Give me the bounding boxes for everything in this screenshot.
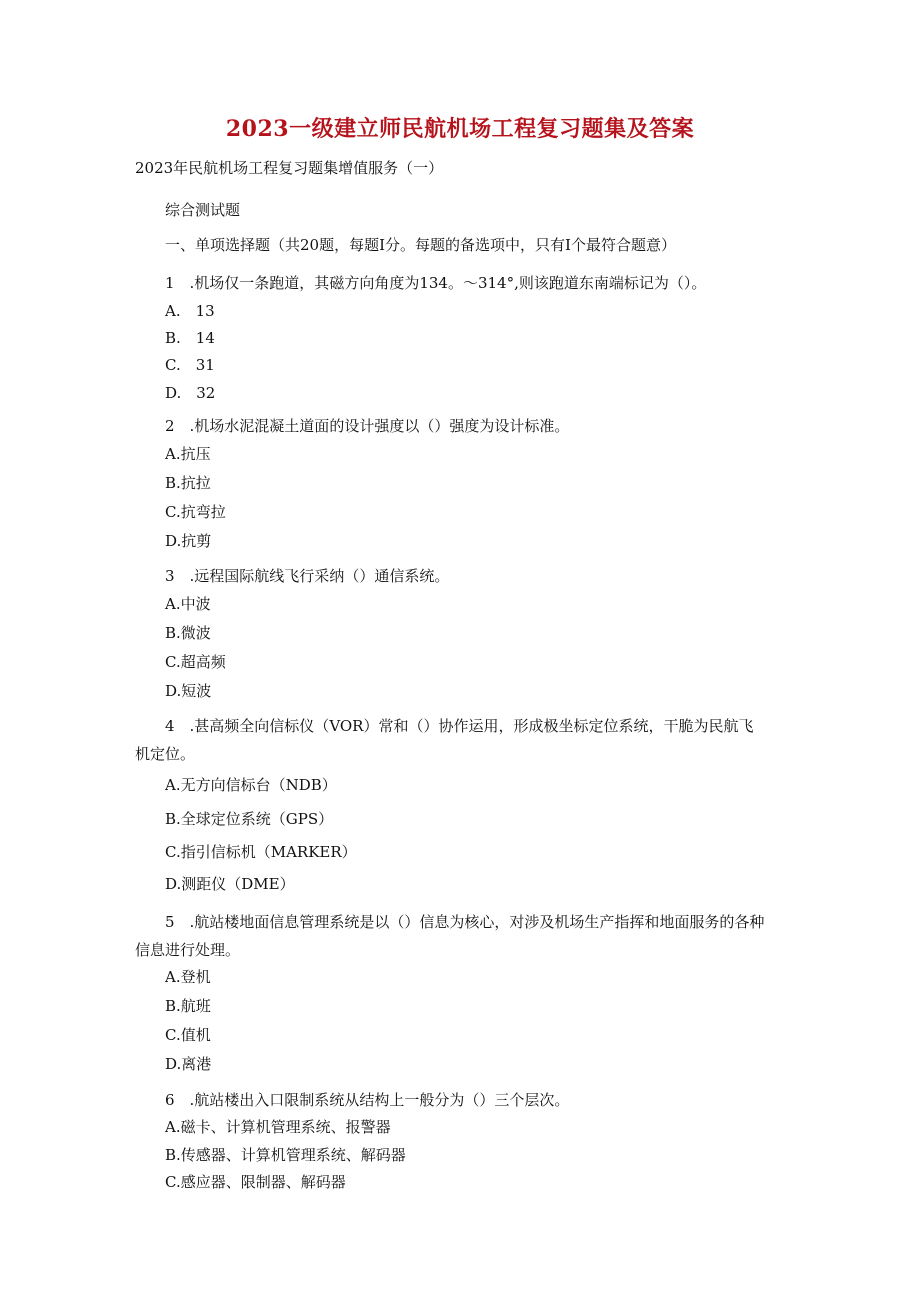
question-stem: 5 .航站楼地面信息管理系统是以（）信息为核心，对涉及机场生产指挥和地面服务的各种 bbox=[165, 913, 765, 931]
question-option: A.抗压 bbox=[165, 445, 211, 463]
question-option: A.登机 bbox=[165, 968, 211, 986]
question-stem: 2 .机场水泥混凝土道面的设计强度以（）强度为设计标准。 bbox=[165, 417, 570, 435]
question-option: C.超高频 bbox=[165, 653, 226, 671]
document-subtitle: 2023年民航机场工程复习题集增值服务（一） bbox=[135, 159, 444, 177]
question-option: D.短波 bbox=[165, 682, 212, 700]
question-option: B.传感器、计算机管理系统、解码器 bbox=[165, 1146, 406, 1164]
question-stem: 6 .航站楼出入口限制系统从结构上一般分为（）三个层次。 bbox=[165, 1091, 570, 1109]
question-option: C. 31 bbox=[165, 356, 215, 374]
question-option: B.微波 bbox=[165, 624, 211, 642]
question-option: B.航班 bbox=[165, 997, 211, 1015]
part-heading: 一、单项选择题（共20题，每题I分。每题的备选项中，只有I个最符合题意） bbox=[165, 236, 676, 254]
question-option: D. 32 bbox=[165, 384, 216, 402]
question-option: A.无方向信标台（NDB） bbox=[165, 776, 337, 794]
question-stem: 3 .远程国际航线飞行采纳（）通信系统。 bbox=[165, 567, 450, 585]
question-option: D.抗剪 bbox=[165, 532, 212, 550]
section-heading: 综合测试题 bbox=[165, 201, 241, 219]
question-option: D.测距仪（DME） bbox=[165, 875, 295, 893]
question-option: A. 13 bbox=[165, 302, 215, 320]
question-option: C.指引信标机（MARKER） bbox=[165, 843, 357, 861]
question-option: B.抗拉 bbox=[165, 474, 211, 492]
question-option: D.离港 bbox=[165, 1055, 212, 1073]
question-stem: 4 .甚高频全向信标仪（VOR）常和（）协作运用，形成极坐标定位系统，干脆为民航飞 bbox=[165, 717, 754, 735]
question-option: B. 14 bbox=[165, 329, 215, 347]
question-option: A.中波 bbox=[165, 595, 211, 613]
question-option: B.全球定位系统（GPS） bbox=[165, 810, 334, 828]
question-option: C.值机 bbox=[165, 1026, 211, 1044]
question-stem: 1 .机场仅一条跑道，其磁方向角度为134。～314°,则该跑道东南端标记为（）。 bbox=[165, 274, 707, 292]
question-option: A.磁卡、计算机管理系统、报警器 bbox=[165, 1118, 391, 1136]
question-stem-continuation: 信息进行处理。 bbox=[135, 941, 241, 959]
question-option: C.抗弯拉 bbox=[165, 503, 226, 521]
document-title: 2023一级建立师民航机场工程复习题集及答案 bbox=[225, 116, 695, 142]
question-option: C.感应器、限制器、解码器 bbox=[165, 1173, 346, 1191]
question-stem-continuation: 机定位。 bbox=[135, 745, 196, 763]
